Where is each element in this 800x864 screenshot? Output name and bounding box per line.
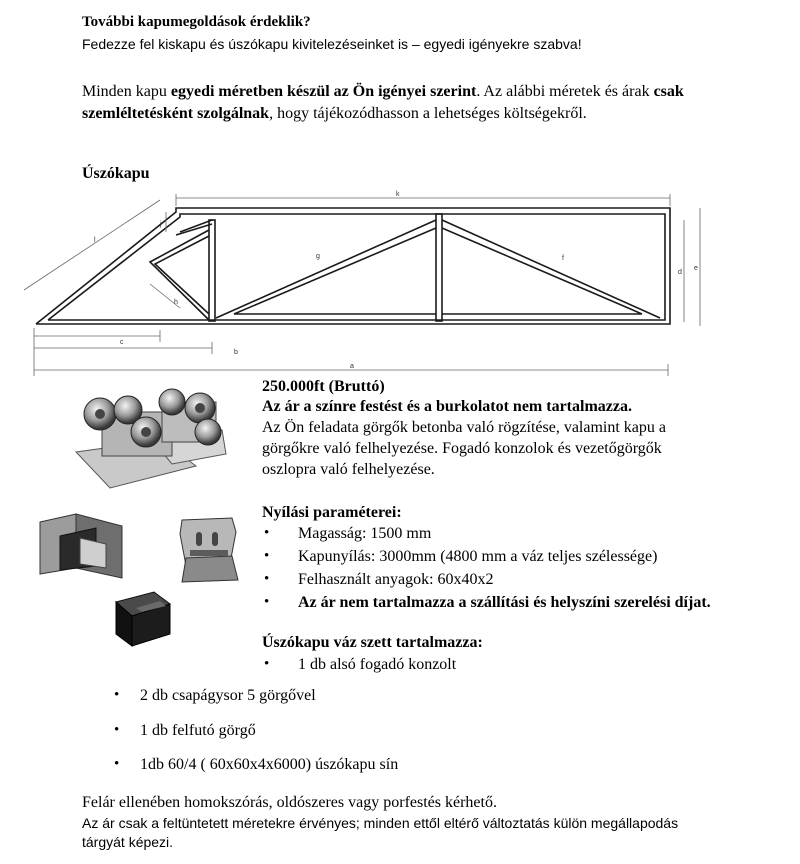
- desc-line-1: Az Ön feladata görgők betonba való rögzítése, valamint kapu a: [262, 419, 667, 436]
- dim-label-c: c: [120, 339, 124, 346]
- footer-line-3: tárgyát képezi.: [82, 834, 174, 850]
- kit-item: 1db 60/4 ( 60x60x4x6000) úszókapu sín: [140, 756, 399, 773]
- footer-line-2: Az ár csak a feltüntetett méretekre érvényes; minden ettől eltérő változtatás külön megállapodás: [82, 815, 679, 831]
- kit-bullet: •: [114, 722, 120, 738]
- end-cap-photo: [110, 584, 176, 650]
- gate-dimension-diagram: [0, 180, 800, 380]
- dim-label-e: e: [694, 265, 698, 272]
- param-materials: Felhasznált anyagok: 60x40x2: [298, 571, 494, 588]
- roller-carriage-photo: [62, 384, 232, 496]
- param-height: Magasság: 1500 mm: [298, 525, 432, 542]
- dim-label-h: h: [174, 299, 178, 306]
- param-bullet: •: [264, 594, 270, 610]
- kit-item: 1 db felfutó görgő: [140, 722, 256, 739]
- dim-label-f: f: [562, 255, 564, 262]
- guide-roller-bracket-photo: [176, 514, 242, 584]
- kit-item: 1 db alsó fogadó konzolt: [298, 656, 457, 673]
- section-title: Úszókapu: [82, 165, 150, 182]
- dim-label-g: g: [316, 253, 320, 260]
- desc-line-3: oszlopra való felhelyezése.: [262, 461, 435, 478]
- param-bullet: •: [264, 571, 270, 587]
- kit-item: 2 db csapágysor 5 görgővel: [140, 687, 316, 704]
- dim-label-d: d: [678, 269, 682, 276]
- footer-line-1: Felár ellenében homokszórás, oldószeres vagy porfestés kérhető.: [82, 794, 497, 811]
- intro-heading: További kapumegoldások érdeklik?: [82, 14, 311, 30]
- receiving-bracket-photo: [36, 508, 126, 582]
- param-bullet: •: [264, 548, 270, 564]
- price-note: Az ár a színre festést és a burkolatot nem tartalmazza.: [262, 398, 632, 415]
- kit-bullet: •: [264, 656, 270, 672]
- notice-line-2: szemléltetésként szolgálnak, hogy tájékozódhasson a lehetséges költségekről.: [82, 105, 587, 122]
- params-title: Nyílási paraméterei:: [262, 504, 402, 521]
- param-bullet: •: [264, 525, 270, 541]
- dim-label-l: l: [94, 237, 96, 244]
- notice-line-1: Minden kapu egyedi méretben készül az Ön igényei szerint. Az alábbi méretek és árak csak: [82, 83, 684, 100]
- price: 250.000ft (Bruttó): [262, 378, 385, 395]
- dim-label-a: a: [350, 363, 354, 370]
- frame-outline: [36, 208, 670, 324]
- kit-title: Úszókapu váz szett tartalmazza:: [262, 634, 483, 651]
- dim-label-j: j: [160, 221, 162, 228]
- kit-bullet: •: [114, 756, 120, 772]
- desc-line-2: görgőkre való felhelyezése. Fogadó konzolok és vezetőgörgők: [262, 440, 662, 457]
- dim-label-k: k: [396, 191, 400, 198]
- kit-bullet: •: [114, 687, 120, 703]
- param-exclusion: Az ár nem tartalmazza a szállítási és helyszíni szerelési díjat.: [298, 594, 711, 611]
- intro-subline: Fedezze fel kiskapu és úszókapu kivitelezéseinket is – egyedi igényekre szabva!: [82, 36, 582, 52]
- dim-label-b: b: [234, 349, 238, 356]
- param-opening: Kapunyílás: 3000mm (4800 mm a váz teljes szélessége): [298, 548, 658, 565]
